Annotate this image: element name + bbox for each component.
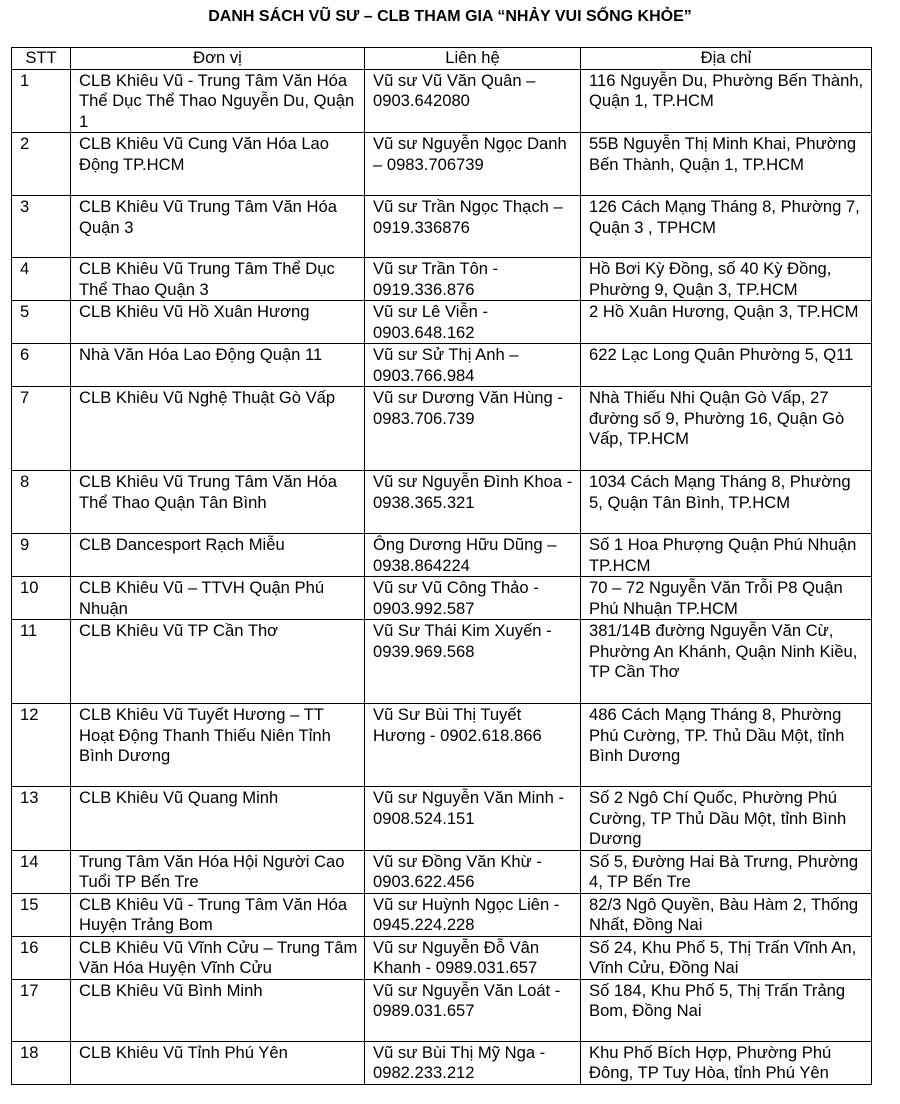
cell-address: 2 Hồ Xuân Hương, Quận 3, TP.HCM	[581, 301, 872, 344]
cell-unit: CLB Khiêu Vũ Trung Tâm Văn Hóa Thể Thao Quận Tân Bình	[71, 471, 365, 534]
cell-unit: CLB Khiêu Vũ Cung Văn Hóa Lao Động TP.HCM	[71, 133, 365, 196]
cell-unit: CLB Khiêu Vũ Vĩnh Cửu – Trung Tâm Văn Hóa Huyện Vĩnh Cửu	[71, 936, 365, 979]
cell-address: 55B Nguyễn Thị Minh Khai, Phường Bến Thành, Quận 1, TP.HCM	[581, 133, 872, 196]
table-row	[12, 344, 872, 387]
cell-contact: Vũ sư Lê Viễn - 0903.648.162	[365, 301, 581, 344]
cell-contact: Vũ sư Đồng Văn Khừ - 0903.622.456	[365, 850, 581, 893]
cell-stt: 11	[12, 620, 71, 704]
cell-unit: CLB Khiêu Vũ - Trung Tâm Văn Hóa Huyện Trảng Bom	[71, 893, 365, 936]
cell-unit: CLB Khiêu Vũ Bình Minh	[71, 979, 365, 1041]
cell-address: 622 Lạc Long Quân Phường 5, Q11	[581, 344, 872, 387]
cell-unit: CLB Dancesport Rạch Miễu	[71, 534, 365, 577]
cell-address: Số 24, Khu Phố 5, Thị Trấn Vĩnh An, Vĩnh Cửu, Đồng Nai	[581, 936, 872, 979]
cell-address: 82/3 Ngô Quyền, Bàu Hàm 2, Thống Nhất, Đồng Nai	[581, 893, 872, 936]
cell-address: Hồ Bơi Kỳ Đồng, số 40 Kỳ Đồng, Phường 9, Quận 3, TP.HCM	[581, 258, 872, 301]
cell-stt: 10	[12, 577, 71, 620]
club-table	[11, 47, 872, 1085]
cell-address: 486 Cách Mạng Tháng 8, Phường Phú Cường, TP. Thủ Dầu Một, tỉnh Bình Dương	[581, 704, 872, 787]
header-stt: STT	[12, 48, 71, 70]
cell-stt: 9	[12, 534, 71, 577]
cell-stt: 1	[12, 69, 71, 133]
cell-unit: CLB Khiêu Vũ Tuyết Hương – TT Hoạt Động Thanh Thiếu Niên Tỉnh Bình Dương	[71, 704, 365, 787]
cell-address: Số 184, Khu Phố 5, Thị Trấn Trảng Bom, Đồng Nai	[581, 979, 872, 1041]
cell-address: 70 – 72 Nguyễn Văn Trỗi P8 Quận Phú Nhuận TP.HCM	[581, 577, 872, 620]
cell-contact: Vũ sư Nguyễn Ngọc Danh – 0983.706739	[365, 133, 581, 196]
cell-stt: 7	[12, 387, 71, 471]
document-title: DANH SÁCH VŨ SƯ – CLB THAM GIA “NHẢY VUI SỐNG KHỎE”	[208, 8, 692, 25]
cell-contact: Vũ Sư Thái Kim Xuyến - 0939.969.568	[365, 620, 581, 704]
cell-unit: CLB Khiêu Vũ Quang Minh	[71, 787, 365, 851]
cell-unit: Trung Tâm Văn Hóa Hội Người Cao Tuổi TP Bến Tre	[71, 850, 365, 893]
table-row	[12, 620, 872, 704]
cell-stt: 17	[12, 979, 71, 1041]
table-row	[12, 534, 872, 577]
cell-stt: 2	[12, 133, 71, 196]
table-row	[12, 893, 872, 936]
table-row	[12, 1041, 872, 1084]
table-row	[12, 850, 872, 893]
cell-address: 116 Nguyễn Du, Phường Bến Thành, Quận 1, TP.HCM	[581, 69, 872, 133]
table-row	[12, 787, 872, 851]
table-row	[12, 936, 872, 979]
cell-contact: Vũ sư Nguyễn Đỗ Vân Khanh - 0989.031.657	[365, 936, 581, 979]
table-row	[12, 577, 872, 620]
cell-unit: CLB Khiêu Vũ Trung Tâm Thể Dục Thể Thao Quận 3	[71, 258, 365, 301]
table-row	[12, 258, 872, 301]
table-row	[12, 196, 872, 258]
cell-unit: CLB Khiêu Vũ Trung Tâm Văn Hóa Quận 3	[71, 196, 365, 258]
cell-contact: Vũ sư Nguyễn Văn Loát - 0989.031.657	[365, 979, 581, 1041]
cell-unit: CLB Khiêu Vũ Hồ Xuân Hương	[71, 301, 365, 344]
table-row	[12, 133, 872, 196]
cell-stt: 18	[12, 1041, 71, 1084]
cell-contact: Vũ sư Nguyễn Đình Khoa - 0938.365.321	[365, 471, 581, 534]
cell-stt: 6	[12, 344, 71, 387]
cell-contact: Vũ sư Vũ Công Thảo - 0903.992.587	[365, 577, 581, 620]
cell-stt: 16	[12, 936, 71, 979]
table-body	[12, 69, 872, 1084]
header-contact: Liên hệ	[365, 48, 581, 70]
table-row	[12, 471, 872, 534]
table-row	[12, 69, 872, 133]
header-address: Địa chỉ	[581, 48, 872, 70]
cell-unit: CLB Khiêu Vũ Tỉnh Phú Yên	[71, 1041, 365, 1084]
cell-address: 381/14B đường Nguyễn Văn Cừ, Phường An Khánh, Quận Ninh Kiều, TP Cần Thơ	[581, 620, 872, 704]
cell-contact: Vũ sư Trần Tôn - 0919.336.876	[365, 258, 581, 301]
cell-contact: Vũ sư Trần Ngọc Thạch – 0919.336876	[365, 196, 581, 258]
cell-stt: 4	[12, 258, 71, 301]
cell-contact: Vũ sư Vũ Văn Quân – 0903.642080	[365, 69, 581, 133]
cell-stt: 8	[12, 471, 71, 534]
table-row	[12, 704, 872, 787]
header-row	[12, 48, 872, 70]
cell-contact: Vũ sư Dương Văn Hùng - 0983.706.739	[365, 387, 581, 471]
cell-unit: CLB Khiêu Vũ - Trung Tâm Văn Hóa Thể Dục Thể Thao Nguyễn Du, Quận 1	[71, 69, 365, 133]
cell-contact: Ông Dương Hữu Dũng – 0938.864224	[365, 534, 581, 577]
cell-address: Số 1 Hoa Phượng Quận Phú Nhuận TP.HCM	[581, 534, 872, 577]
cell-address: Số 5, Đường Hai Bà Trưng, Phường 4, TP Bến Tre	[581, 850, 872, 893]
table-row	[12, 387, 872, 471]
cell-stt: 13	[12, 787, 71, 851]
cell-stt: 3	[12, 196, 71, 258]
cell-contact: Vũ sư Sử Thị Anh – 0903.766.984	[365, 344, 581, 387]
cell-stt: 15	[12, 893, 71, 936]
cell-unit: CLB Khiêu Vũ – TTVH Quận Phú Nhuận	[71, 577, 365, 620]
cell-address: 126 Cách Mạng Tháng 8, Phường 7, Quận 3 , TPHCM	[581, 196, 872, 258]
cell-address: 1034 Cách Mạng Tháng 8, Phường 5, Quận Tân Bình, TP.HCM	[581, 471, 872, 534]
cell-contact: Vũ Sư Bùi Thị Tuyết Hương - 0902.618.866	[365, 704, 581, 787]
table-row	[12, 301, 872, 344]
cell-contact: Vũ sư Huỳnh Ngọc Liên - 0945.224.228	[365, 893, 581, 936]
cell-contact: Vũ sư Nguyễn Văn Minh - 0908.524.151	[365, 787, 581, 851]
cell-stt: 12	[12, 704, 71, 787]
cell-unit: Nhà Văn Hóa Lao Động Quận 11	[71, 344, 365, 387]
cell-stt: 5	[12, 301, 71, 344]
cell-unit: CLB Khiêu Vũ TP Cần Thơ	[71, 620, 365, 704]
table-row	[12, 979, 872, 1041]
header-unit: Đơn vị	[71, 48, 365, 70]
cell-address: Số 2 Ngô Chí Quốc, Phường Phú Cường, TP Thủ Dầu Một, tỉnh Bình Dương	[581, 787, 872, 851]
cell-address: Nhà Thiếu Nhi Quận Gò Vấp, 27 đường số 9, Phường 16, Quận Gò Vấp, TP.HCM	[581, 387, 872, 471]
cell-address: Khu Phố Bích Hợp, Phường Phú Đông, TP Tuy Hòa, tỉnh Phú Yên	[581, 1041, 872, 1084]
cell-unit: CLB Khiêu Vũ Nghệ Thuật Gò Vấp	[71, 387, 365, 471]
cell-stt: 14	[12, 850, 71, 893]
cell-contact: Vũ sư Bùi Thị Mỹ Nga - 0982.233.212	[365, 1041, 581, 1084]
